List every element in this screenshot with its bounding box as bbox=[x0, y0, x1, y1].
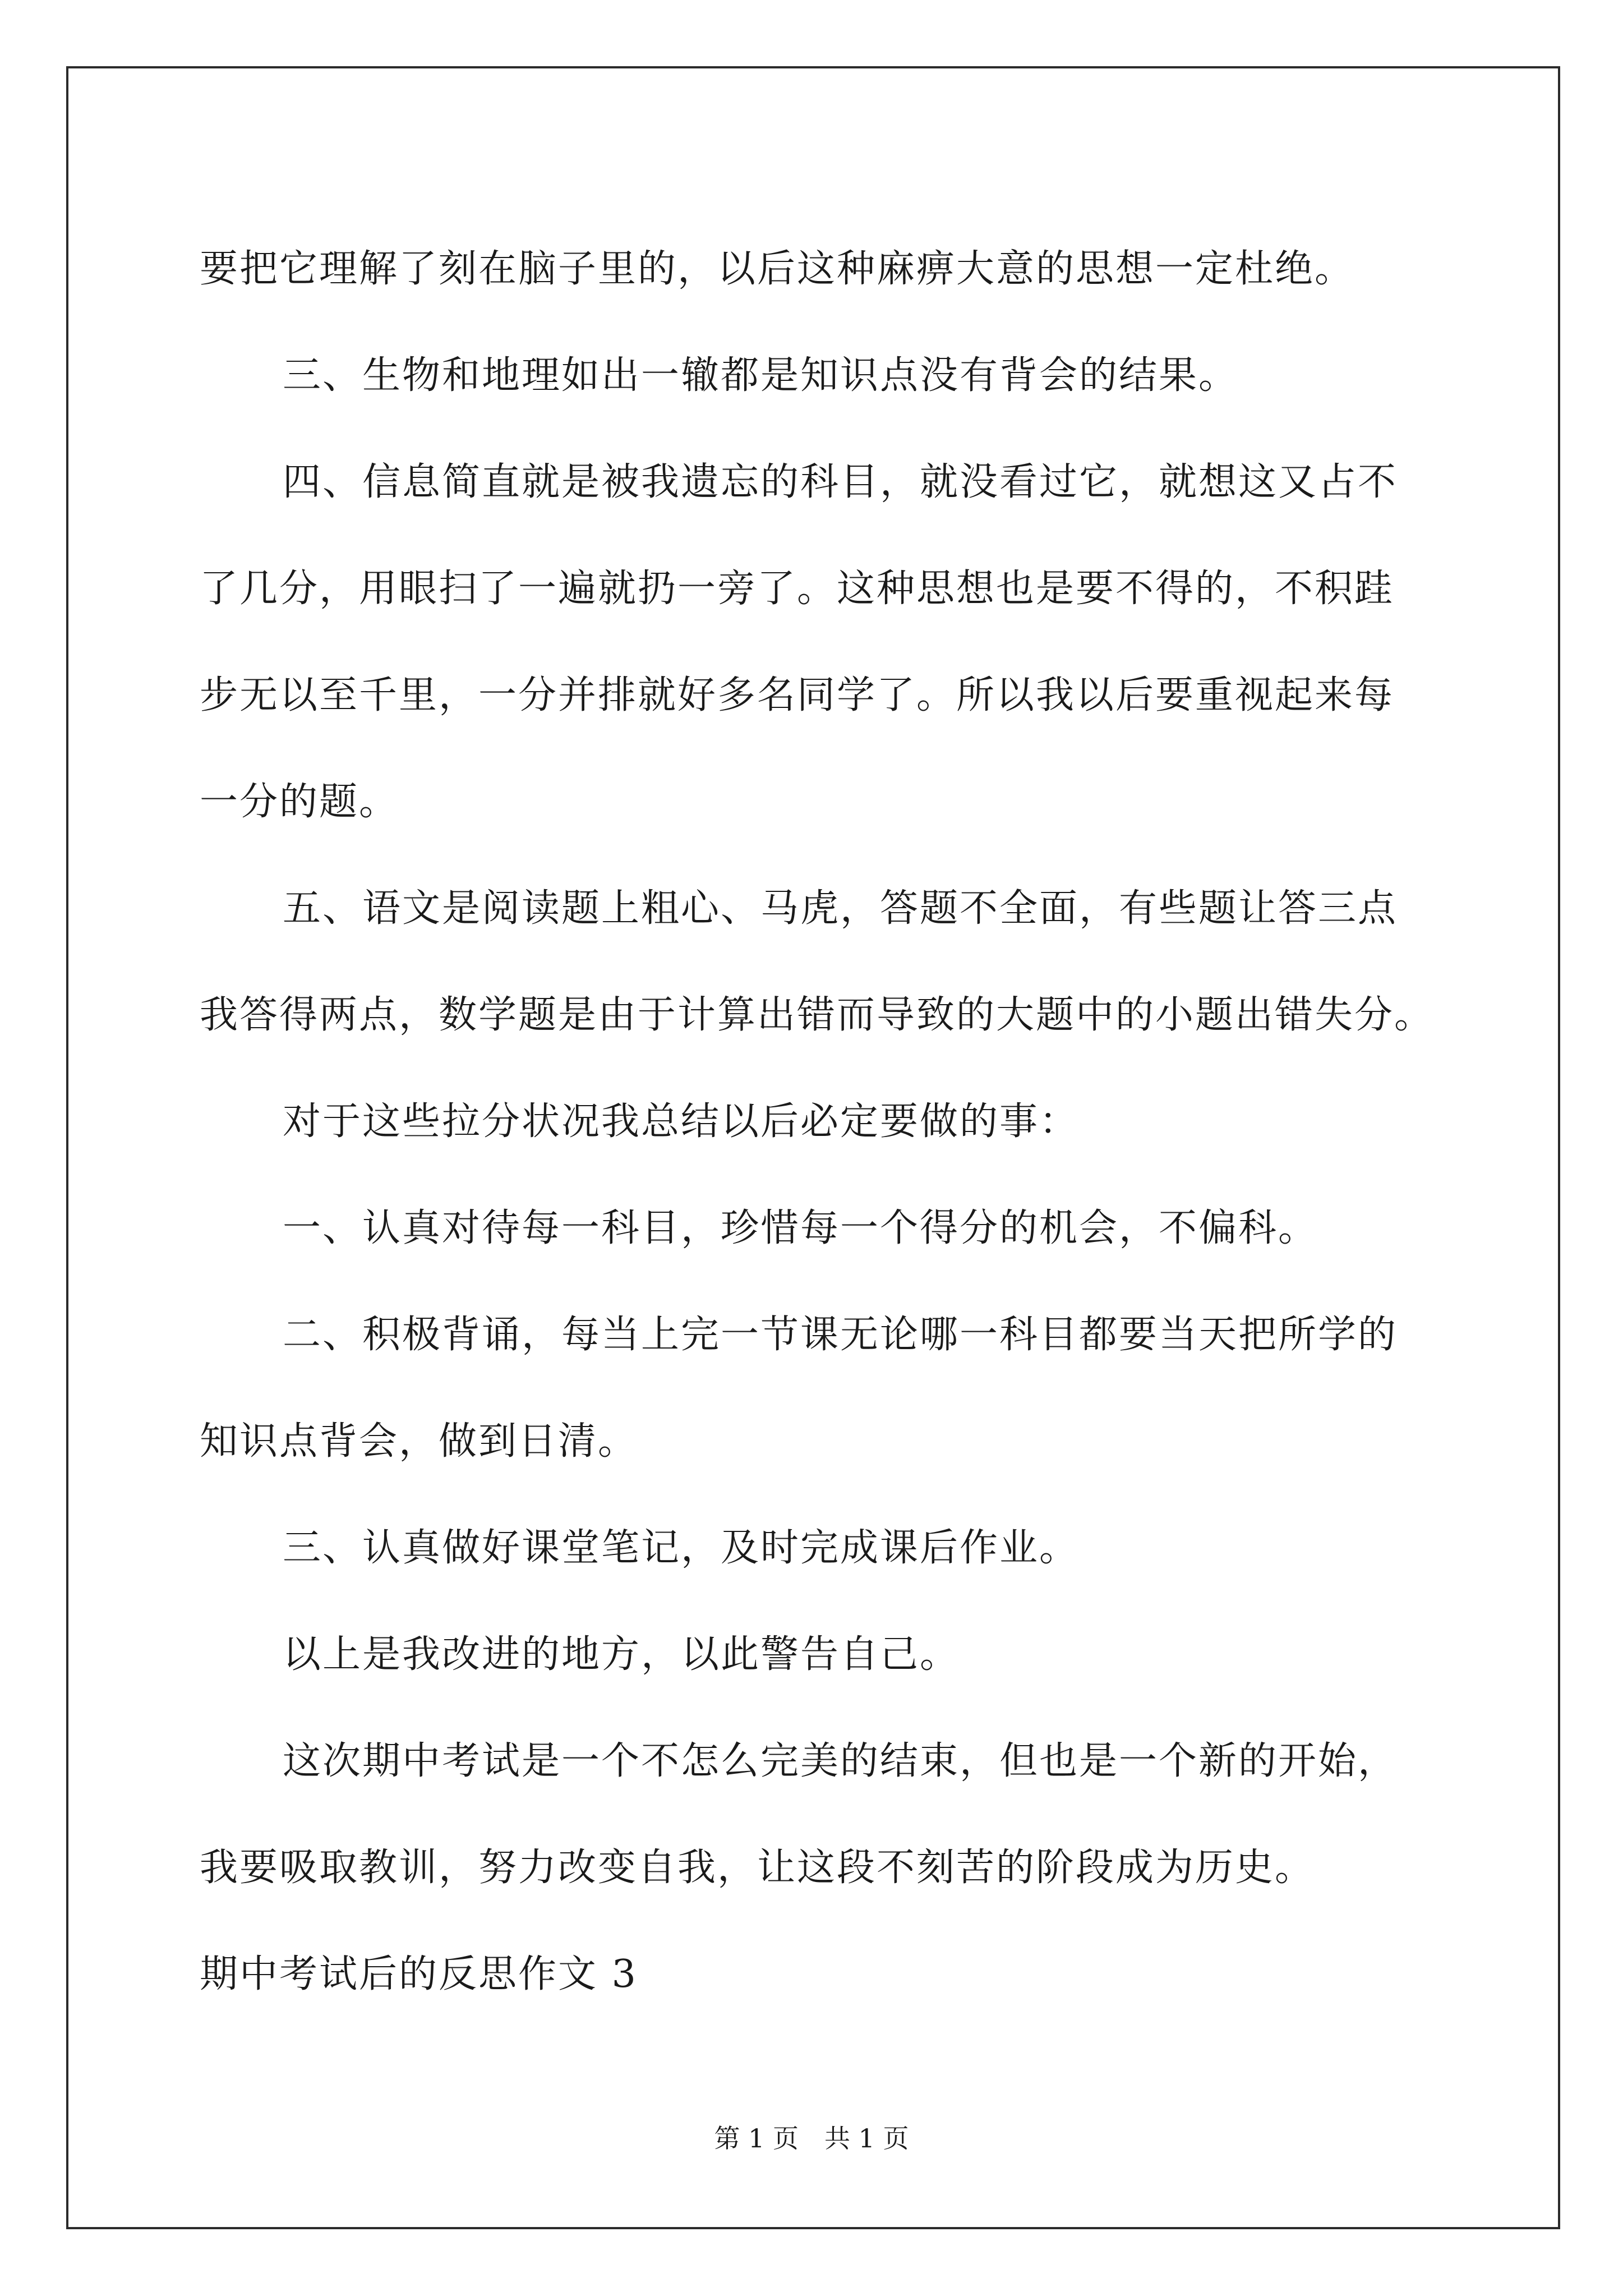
text-line: 三、认真做好课堂笔记，及时完成课后作业。 bbox=[283, 1526, 1080, 1570]
text-line: 我答得两点，数学题是由于计算出错而导致的大题中的小题出错失分。 bbox=[200, 993, 1435, 1037]
text-line: 了几分，用眼扫了一遍就扔一旁了。这种思想也是要不得的，不积跬 bbox=[200, 567, 1395, 611]
text-line: 四、信息简直就是被我遗忘的科目，就没看过它，就想这又占不 bbox=[283, 460, 1398, 504]
text-line: 步无以至千里，一分并排就好多名同学了。所以我以后要重视起来每 bbox=[200, 673, 1395, 717]
text-line: 知识点背会，做到日清。 bbox=[200, 1419, 638, 1464]
text-line: 以上是我改进的地方，以此警告自己。 bbox=[283, 1632, 960, 1677]
text-line: 我要吸取教训，努力改变自我，让这段不刻苦的阶段成为历史。 bbox=[200, 1846, 1315, 1890]
text-line: 要把它理解了刻在脑子里的，以后这种麻痹大意的思想一定杜绝。 bbox=[200, 247, 1355, 291]
text-line: 对于这些拉分状况我总结以后必定要做的事： bbox=[283, 1099, 1080, 1144]
text-line: 一分的题。 bbox=[200, 780, 399, 824]
text-line: 这次期中考试是一个不怎么完美的结束，但也是一个新的开始， bbox=[283, 1739, 1398, 1783]
text-line: 三、生物和地理如出一辙都是知识点没有背会的结果。 bbox=[283, 353, 1239, 398]
page-footer: 第 1 页 共 1 页 bbox=[714, 2123, 909, 2154]
section-heading: 期中考试后的反思作文 3 bbox=[200, 1952, 638, 1996]
document-body bbox=[200, 216, 1433, 2028]
text-line: 五、语文是阅读题上粗心、马虎，答题不全面，有些题让答三点 bbox=[283, 886, 1398, 931]
text-line: 二、积极背诵，每当上完一节课无论哪一科目都要当天把所学的 bbox=[283, 1313, 1398, 1357]
text-line: 一、认真对待每一科目，珍惜每一个得分的机会，不偏科。 bbox=[283, 1206, 1318, 1250]
